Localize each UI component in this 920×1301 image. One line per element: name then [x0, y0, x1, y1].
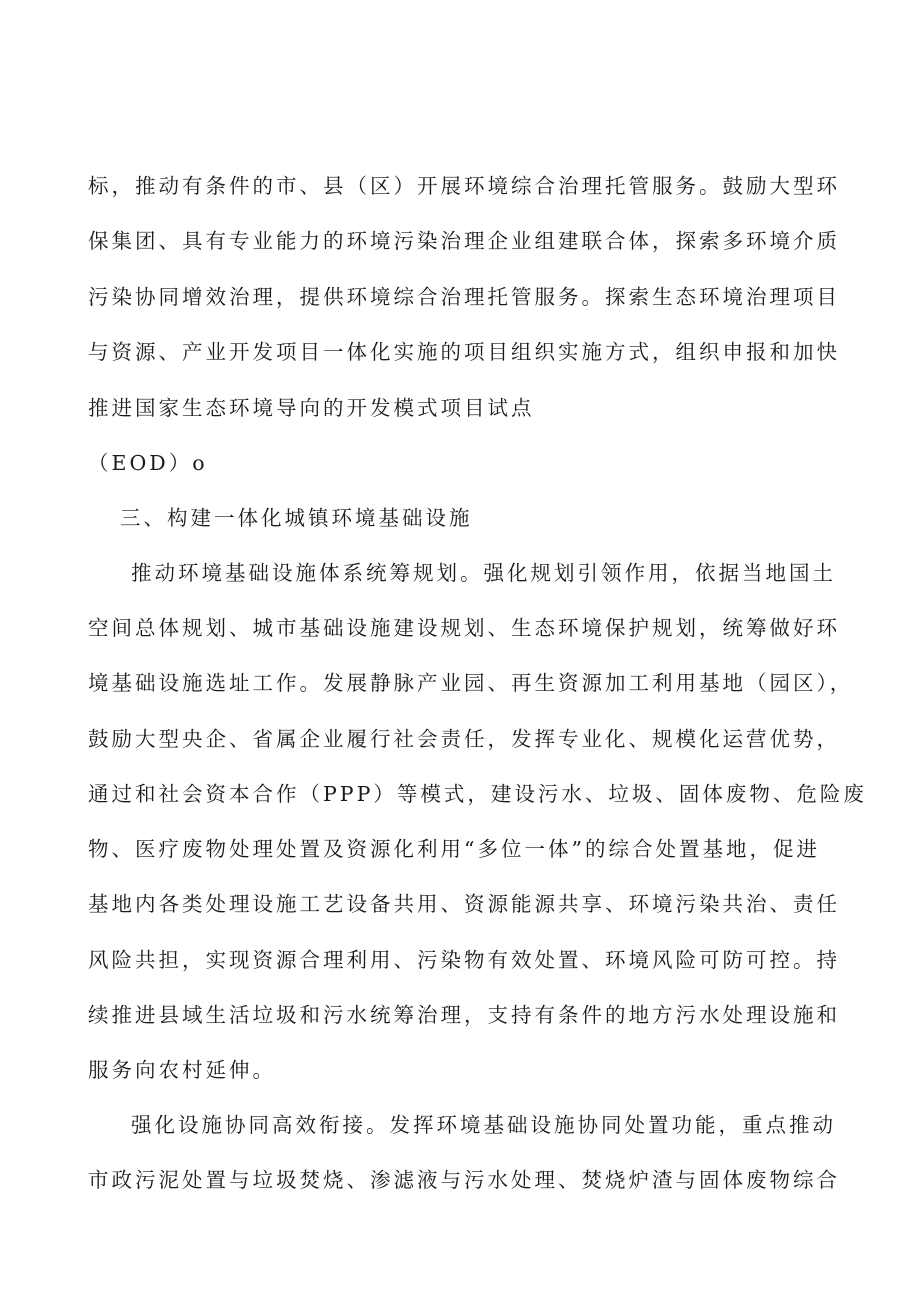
section-heading: 三、构建一体化城镇环境基础设施 — [120, 506, 473, 530]
paragraph-line: 标，推动有条件的市、县（区）开展环境综合治理托管服务。鼓励大型环 — [88, 174, 840, 198]
paragraph-line: 与资源、产业开发项目一体化实施的项目组织实施方式，组织申报和加快 — [88, 340, 840, 364]
paragraph-line: 通过和社会资本合作（PPP）等模式，建设污水、垃圾、固体废物、危险废 — [88, 782, 867, 806]
paragraph-line: 保集团、具有专业能力的环境污染治理企业组建联合体，探索多环境介质 — [88, 229, 840, 253]
paragraph-line: （EOD）o — [88, 451, 208, 475]
paragraph-line: 物、医疗废物处理处置及资源化利用“多位一体”的综合处置基地，促进 — [88, 837, 820, 861]
paragraph-line: 污染协同增效治理，提供环境综合治理托管服务。探索生态环境治理项目 — [88, 285, 840, 309]
paragraph-line: 空间总体规划、城市基础设施建设规划、生态环境保护规划，统筹做好环 — [88, 616, 840, 640]
paragraph-line: 基地内各类处理设施工艺设备共用、资源能源共享、环境污染共治、责任 — [88, 892, 840, 916]
paragraph-line: 境基础设施选址工作。发展静脉产业园、再生资源加工利用基地（园区）， — [88, 671, 854, 695]
paragraph-line: 强化设施协同高效衔接。发挥环境基础设施协同处置功能，重点推动 — [131, 1113, 836, 1137]
paragraph-line: 续推进县域生活垃圾和污水统筹治理，支持有条件的地方污水处理设施和 — [88, 1003, 840, 1027]
paragraph-line: 推进国家生态环境导向的开发模式项目试点 — [88, 396, 535, 420]
paragraph-line: 风险共担，实现资源合理利用、污染物有效处置、环境风险可防可控。持 — [88, 948, 840, 972]
paragraph-line: 市政污泥处置与垃圾焚烧、渗滤液与污水处理、焚烧炉渣与固体废物综合 — [88, 1168, 840, 1192]
paragraph-line: 服务向农村延伸。 — [88, 1058, 276, 1082]
paragraph-line: 推动环境基础设施体系统筹规划。强化规划引领作用，依据当地国土 — [131, 561, 836, 585]
paragraph-line: 鼓励大型央企、省属企业履行社会责任，发挥专业化、规模化运营优势， — [88, 727, 840, 751]
